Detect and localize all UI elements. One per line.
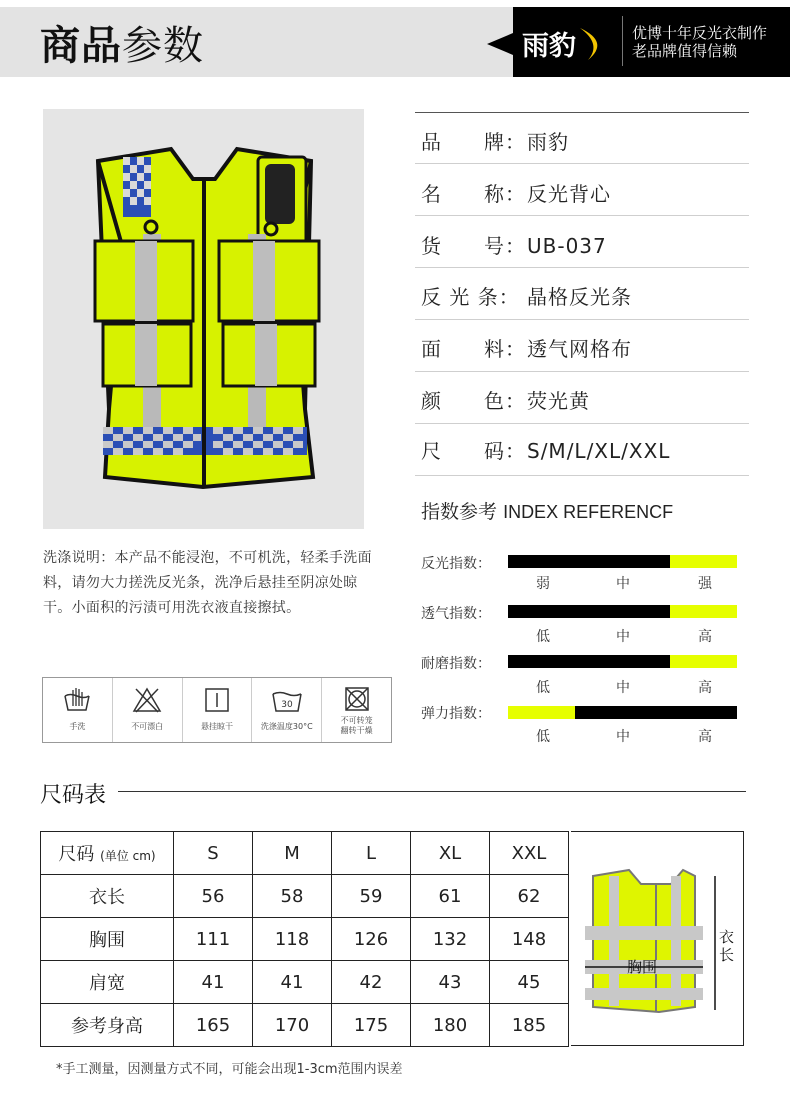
index-ticks: 弱 中 强 [536,576,712,592]
param-rule [415,267,749,268]
index-bar-segment [670,655,737,668]
product-photo [43,109,364,529]
size-cell: L [332,832,411,875]
size-cell: XXL [490,832,569,875]
table-cell: 126 [332,918,411,961]
index-bar-segment [670,605,737,618]
index-bar-segment [508,655,670,668]
row-label: 衣长 [41,875,174,918]
param-size: 尺 码：S/M/L/XL/XXL [421,439,671,463]
brand-slogan: 优博十年反光衣制作 老品牌值得信赖 [632,24,768,60]
table-cell: 59 [332,875,411,918]
table-cell: 148 [490,918,569,961]
table-row [41,875,569,918]
index-bar-segment [508,605,670,618]
table-cell: 118 [253,918,332,961]
index-ticks: 低 中 高 [536,629,712,645]
index-ticks: 低 中 高 [536,680,712,696]
table-cell: 41 [174,961,253,1004]
table-cell: 170 [253,1004,332,1047]
care-cell: 不可转笼 翻转干燥 [322,678,391,742]
hang-dry-icon [202,686,232,714]
care-instructions: 洗涤说明：本产品不能浸泡，不可机洗，轻柔手洗面料，请勿大力搓洗反光条，洗净后悬挂至阴凉处晾干。小面积的污渍可用洗衣液直接擦拭。 [43,550,372,616]
footnote: *手工测量，因测量方式不同，可能会出现1-3cm范围内误差 [56,1062,403,1077]
param-sku: 货 号：UB-037 [421,234,607,258]
param-reflective: 反 光 条： 晶格反光条 [421,285,632,309]
index-bar [508,706,737,719]
wash-temp-icon [271,686,303,714]
table-row [41,1004,569,1047]
table-cell: 61 [411,875,490,918]
table-cell: 43 [411,961,490,1004]
index-label: 反光指数： [421,556,491,572]
table-row [41,961,569,1004]
param-rule [415,371,749,372]
index-bar [508,605,737,618]
param-color: 颜 色：荧光黄 [421,389,590,413]
care-cell: 30 洗涤温度30°C [252,678,322,742]
param-name: 名 称：反光背心 [421,182,611,206]
length-label: 衣长 [719,928,735,964]
table-cell: 62 [490,875,569,918]
size-cell: M [253,832,332,875]
table-cell: 42 [332,961,411,1004]
no-tumble-dry-icon [342,686,372,714]
index-bar-segment [670,555,737,568]
care-cell: 不可漂白 [113,678,183,742]
index-bar-segment [508,555,670,568]
param-brand: 品 牌：雨豹 [421,130,569,154]
index-bar-segment [508,706,575,719]
index-bar [508,655,737,668]
no-bleach-icon [132,686,162,714]
table-cell: 132 [411,918,490,961]
page-title: 商品参数 [40,23,204,69]
chest-label: 胸围 [627,958,658,976]
index-bar [508,555,737,568]
brand-divider [622,16,623,66]
param-rule [415,163,749,164]
care-symbols [42,677,392,743]
param-rule [415,475,749,476]
size-diagram [571,831,744,1046]
svg-text:30: 30 [281,700,293,710]
param-rule [415,215,749,216]
index-label: 透气指数： [421,606,491,622]
care-cell: 悬挂晾干 [183,678,253,742]
table-cell: 111 [174,918,253,961]
param-rule-top [415,112,749,113]
row-label: 胸围 [41,918,174,961]
size-cell: S [174,832,253,875]
header-cell: 尺码 (单位 cm) [41,832,174,875]
brand-arrow [487,33,513,55]
table-cell: 56 [174,875,253,918]
table-row [41,918,569,961]
index-ticks: 低 中 高 [536,729,712,745]
size-table [40,831,569,1047]
care-cell: 手洗 [43,678,113,742]
param-fabric: 面 料：透气网格布 [421,337,632,361]
table-cell: 180 [411,1004,490,1047]
table-cell: 165 [174,1004,253,1047]
table-row [41,832,569,875]
size-chart-rule [118,791,746,792]
table-cell: 185 [490,1004,569,1047]
table-cell: 58 [253,875,332,918]
index-label: 耐磨指数： [421,656,491,672]
table-cell: 41 [253,961,332,1004]
index-title: 指数参考 INDEX REFERENCF [421,501,674,523]
table-cell: 175 [332,1004,411,1047]
brand-logo: 雨豹 [518,20,614,64]
index-label: 弹力指数： [421,706,491,722]
hand-wash-icon [62,686,92,714]
size-cell: XL [411,832,490,875]
row-label: 肩宽 [41,961,174,1004]
param-rule [415,319,749,320]
index-bar-segment [575,706,737,719]
param-rule [415,423,749,424]
size-chart-title: 尺码表 [40,783,107,808]
row-label: 参考身高 [41,1004,174,1047]
table-cell: 45 [490,961,569,1004]
